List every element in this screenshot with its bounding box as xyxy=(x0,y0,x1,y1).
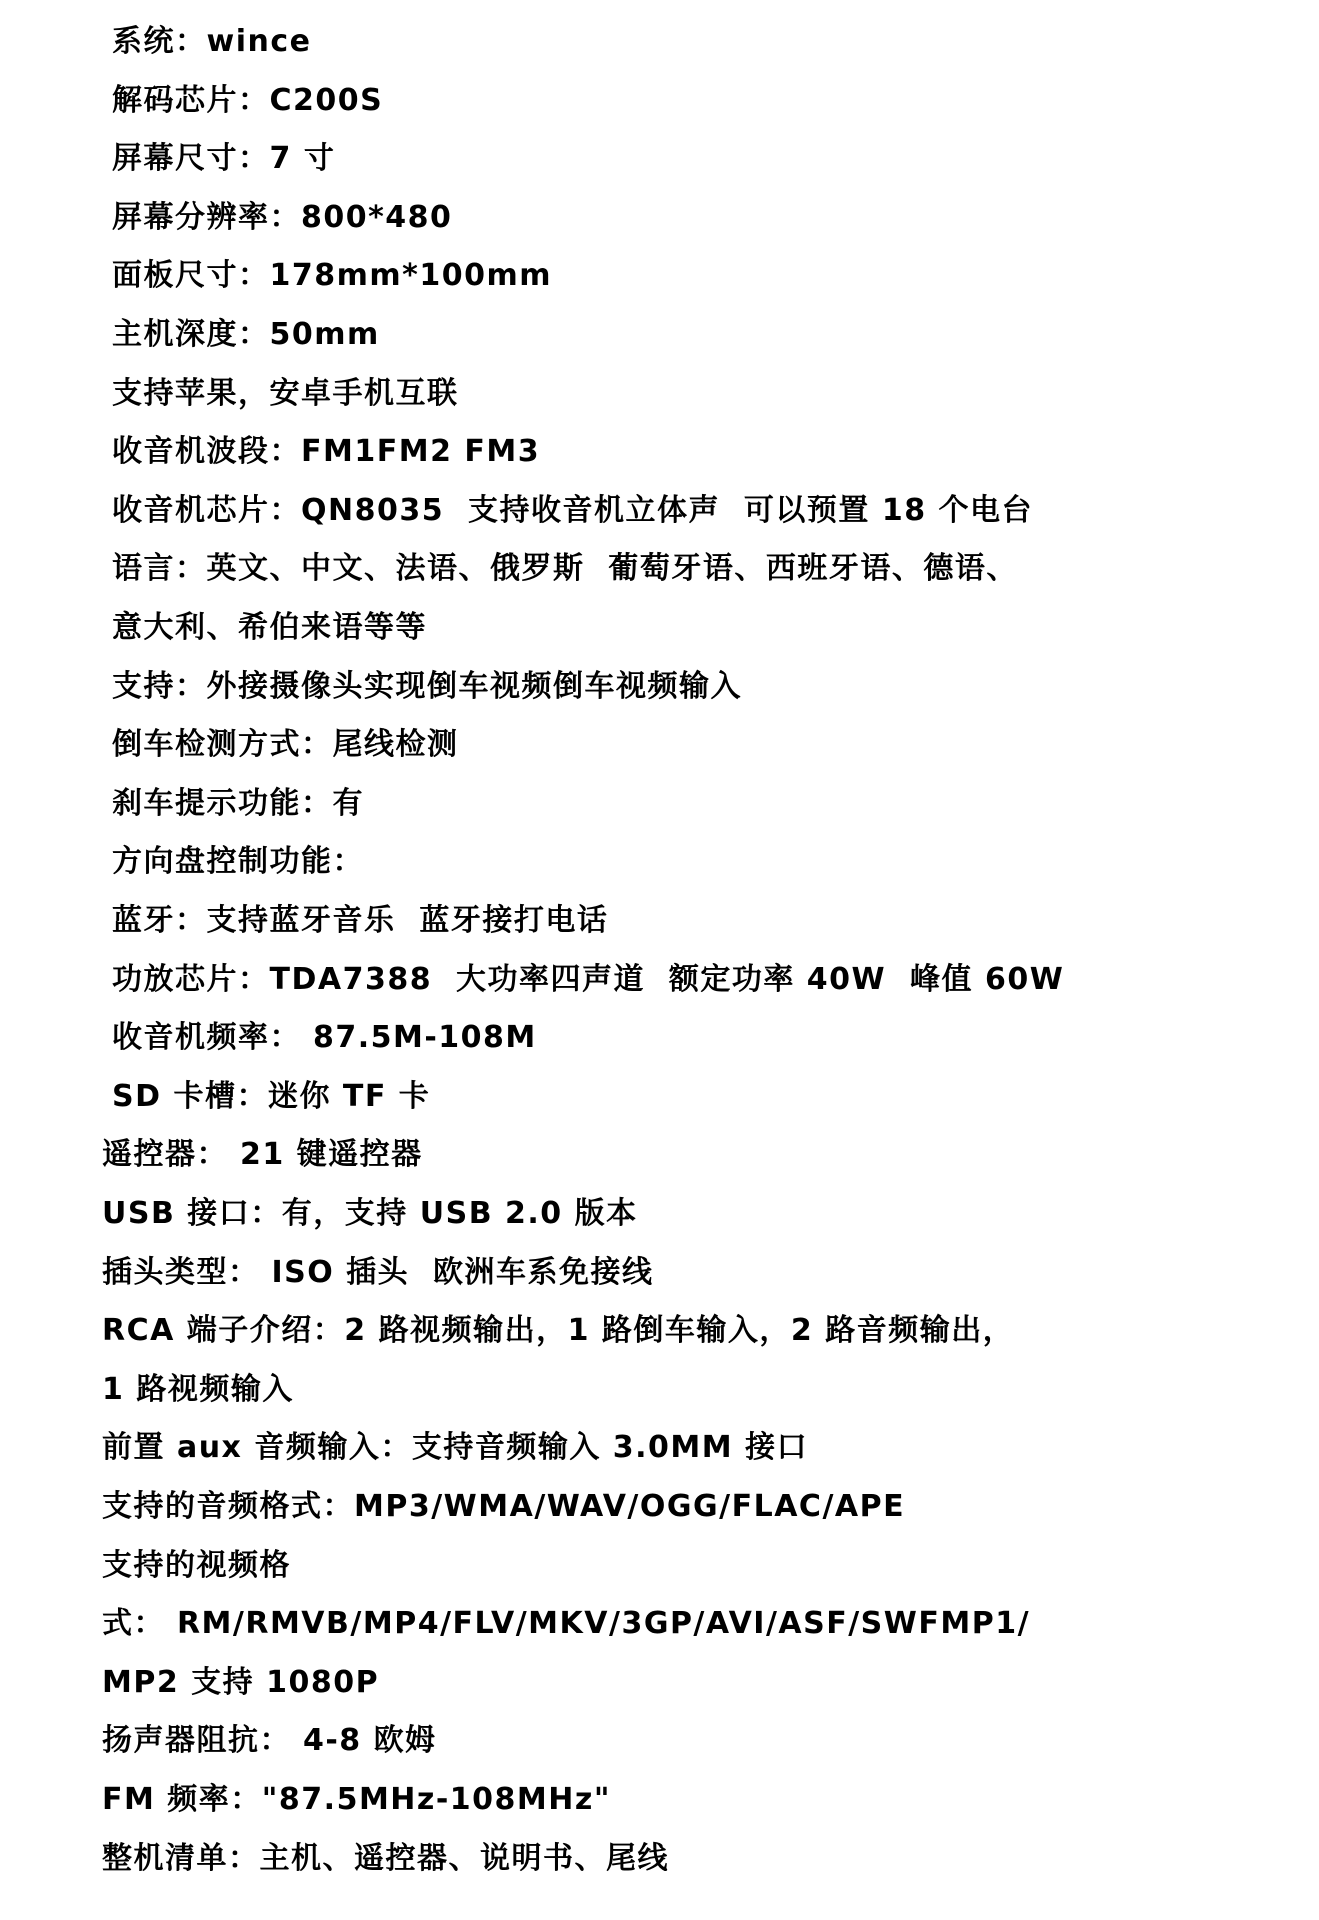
spec-line-system: 系统：wince xyxy=(112,24,312,59)
spec-line-radio-bands: 收音机波段：FM1FM2 FM3 xyxy=(112,434,541,470)
spec-line-languages-cont: 意大利、希伯来语等等 xyxy=(112,610,427,645)
spec-line-steering-control: 方向盘控制功能： xyxy=(112,844,364,880)
spec-line-video-formats-end: MP2 支持 1080P xyxy=(102,1664,380,1700)
spec-line-audio-formats: 支持的音频格式：MP3/WMA/WAV/OGG/FLAC/APE xyxy=(102,1489,906,1524)
spec-line-usb: USB 接口：有，支持 USB 2.0 版本 xyxy=(102,1196,638,1231)
spec-line-languages: 语言：英文、中文、法语、俄罗斯 葡萄牙语、西班牙语、德语、 xyxy=(112,551,1018,587)
spec-line-sd-slot: SD 卡槽：迷你 TF 卡 xyxy=(112,1078,431,1114)
spec-line-remote-control: 遥控器： 21 键遥控器 xyxy=(102,1137,423,1173)
spec-line-brake-warning: 刹车提示功能：有 xyxy=(112,785,364,821)
spec-line-radio-frequency: 收音机频率： 87.5M-108M xyxy=(112,1020,537,1056)
spec-line-decoder-chip: 解码芯片：C200S xyxy=(112,82,384,118)
spec-line-video-formats: 支持的视频格 xyxy=(102,1547,291,1583)
spec-line-phone-mirroring: 支持苹果，安卓手机互联 xyxy=(112,375,459,411)
spec-line-reverse-detection: 倒车检测方式：尾线检测 xyxy=(112,727,459,763)
spec-line-panel-size: 面板尺寸：178mm*100mm xyxy=(112,258,552,294)
spec-line-amplifier: 功放芯片：TDA7388 大功率四声道 额定功率 40W 峰值 60W xyxy=(112,961,1065,997)
spec-line-screen-resolution: 屏幕分辨率：800*480 xyxy=(112,199,453,235)
spec-line-radio-chip: 收音机芯片：QN8035 支持收音机立体声 可以预置 18 个电台 xyxy=(112,492,1034,528)
spec-line-video-formats-cont: 式： RM/RMVB/MP4/FLV/MKV/3GP/AVI/ASF/SWFMP1/ xyxy=(102,1606,1031,1642)
spec-line-fm-frequency: FM 频率："87.5MHz-108MHz" xyxy=(102,1782,611,1817)
spec-line-rca: RCA 端子介绍：2 路视频输出，1 路倒车输入，2 路音频输出， xyxy=(102,1313,1015,1349)
spec-line-package-contents: 整机清单：主机、遥控器、说明书、尾线 xyxy=(102,1840,669,1876)
spec-line-bluetooth: 蓝牙：支持蓝牙音乐 蓝牙接打电话 xyxy=(112,903,609,938)
spec-line-speaker-impedance: 扬声器阻抗： 4-8 欧姆 xyxy=(102,1723,437,1759)
spec-line-screen-size: 屏幕尺寸：7 寸 xyxy=(112,141,336,177)
spec-line-plug-type: 插头类型： ISO 插头 欧洲车系免接线 xyxy=(102,1254,654,1290)
spec-line-aux: 前置 aux 音频输入：支持音频输入 3.0MM 接口 xyxy=(102,1430,809,1466)
spec-line-unit-depth: 主机深度：50mm xyxy=(112,317,380,352)
spec-line-camera-support: 支持：外接摄像头实现倒车视频倒车视频输入 xyxy=(112,668,742,704)
spec-line-rca-cont: 1 路视频输入 xyxy=(102,1371,294,1407)
